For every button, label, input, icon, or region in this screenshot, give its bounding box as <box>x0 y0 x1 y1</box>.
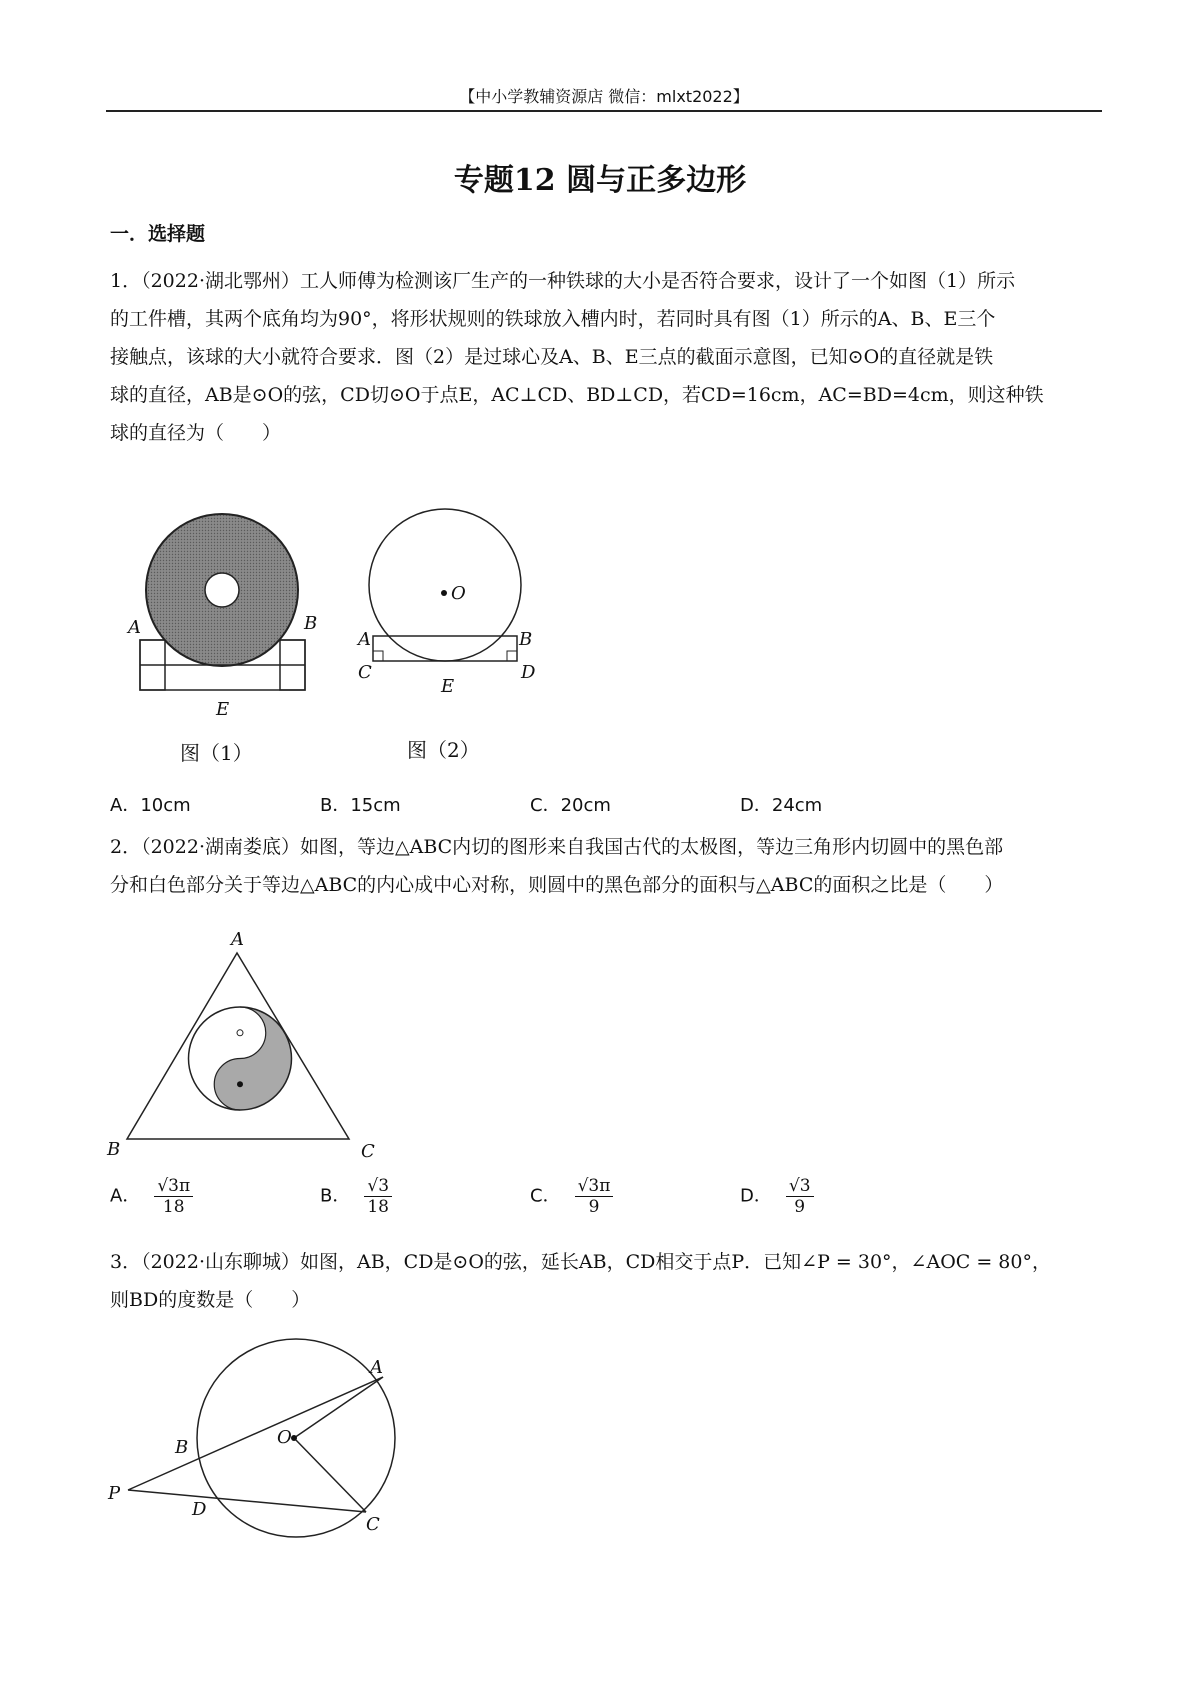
question-1-figure-1 <box>120 505 320 770</box>
question-2-line: 2．（2022·湖南娄底）如图，等边△ABC内切的图形来自我国古代的太极图，等边三角形内切圆中的黑色部 <box>110 836 1004 858</box>
option-d[interactable] <box>740 1176 814 1217</box>
option-label: A． <box>110 795 141 816</box>
header-rule <box>106 110 1102 112</box>
option-fraction <box>154 1176 193 1217</box>
option-c[interactable] <box>530 791 611 817</box>
option-fraction <box>575 1176 614 1217</box>
fraction-denominator: 9 <box>794 1197 806 1217</box>
option-a[interactable] <box>110 791 191 817</box>
page-header: 【中小学教辅资源店 微信：mlxt2022】 <box>459 87 749 106</box>
question-1-line: 1．（2022·湖北鄂州）工人师傅为检测该厂生产的一种铁球的大小是否符合要求，设计了一个如图（1）所示 <box>110 270 1016 292</box>
option-value: 10cm <box>140 795 191 816</box>
figure-2-caption: 图（2） <box>407 738 480 762</box>
option-label: A． <box>110 1185 141 1207</box>
fraction-numerator: √3 <box>786 1176 814 1197</box>
question-3-figure <box>100 1335 400 1575</box>
label-B: B <box>304 613 318 634</box>
ball-hole <box>205 573 239 607</box>
option-label: B． <box>320 1185 351 1207</box>
question-2-line: 分和白色部分关于等边△ABC的内心成中心对称，则圆中的黑色部分的面积与△ABC的面积之比是（ ） <box>110 874 1004 896</box>
taiji-white-eye <box>237 1030 243 1036</box>
label-A: A <box>231 929 244 950</box>
label-D: D <box>192 1499 207 1520</box>
option-label: D． <box>740 795 772 816</box>
option-fraction <box>364 1176 392 1217</box>
label-E: E <box>216 699 230 720</box>
option-value: 24cm <box>771 795 823 816</box>
question-1-line: 球的直径，AB是⊙O的弦，CD切⊙O于点E，AC⊥CD、BD⊥CD，若CD=16cm，AC=BD=4cm，则这种铁 <box>110 384 1044 406</box>
line-pc <box>128 1490 366 1512</box>
option-label: C． <box>530 1185 561 1207</box>
question-2-options <box>110 1176 1100 1232</box>
question-1-figure-2 <box>355 505 560 770</box>
option-label: D． <box>740 1185 772 1207</box>
fraction-numerator: √3π <box>154 1176 193 1197</box>
option-c[interactable] <box>530 1176 613 1217</box>
taiji-black-eye <box>237 1081 243 1087</box>
label-C: C <box>358 662 372 683</box>
section-heading: 一．选择题 <box>110 223 206 245</box>
question-1-line: 接触点，该球的大小就符合要求．图（2）是过球心及A、B、E三点的截面示意图，已知⊙O的直径就是铁 <box>110 346 994 368</box>
taiji-dark-part <box>214 1007 291 1110</box>
option-b[interactable] <box>320 791 401 817</box>
option-label: C． <box>530 795 561 816</box>
option-label: B． <box>320 795 351 816</box>
radius-oc <box>294 1438 366 1512</box>
label-E: E <box>441 676 455 697</box>
label-A: A <box>128 617 141 638</box>
label-C: C <box>366 1514 380 1535</box>
circle-o <box>369 509 521 661</box>
label-B: B <box>175 1437 189 1458</box>
document-title: 专题12 圆与正多边形 <box>453 163 747 198</box>
question-1-line: 球的直径为（ ） <box>110 422 282 444</box>
question-3-text <box>110 1243 1100 1319</box>
label-D: D <box>521 662 536 683</box>
label-A: A <box>370 1357 383 1378</box>
option-b[interactable] <box>320 1176 392 1217</box>
line-pa <box>128 1377 383 1490</box>
center-point-o <box>291 1435 297 1441</box>
question-3-line: 3．（2022·山东聊城）如图，AB，CD是⊙O的弦，延长AB，CD相交于点P．已知∠P = 30°，∠AOC = 80°， <box>110 1251 1051 1273</box>
label-C: C <box>361 1141 375 1162</box>
label-B: B <box>107 1139 121 1160</box>
option-d[interactable] <box>740 791 822 817</box>
question-1-line: 的工件槽，其两个底角均为90°，将形状规则的铁球放入槽内时，若同时具有图（1）所示的A、B、E三个 <box>110 308 996 330</box>
question-1-options <box>110 791 1100 817</box>
right-angle-c <box>373 651 383 661</box>
figure-1-caption: 图（1） <box>180 741 253 765</box>
fraction-denominator: 18 <box>162 1197 185 1217</box>
question-1-text <box>110 262 1100 452</box>
question-2-figure <box>105 925 390 1165</box>
question-3-line: 则BD的度数是（ ） <box>110 1289 311 1311</box>
fraction-denominator: 18 <box>367 1197 389 1217</box>
right-angle-d <box>507 651 517 661</box>
label-A: A <box>358 629 371 650</box>
center-point-o <box>441 590 447 596</box>
option-a[interactable] <box>110 1176 193 1217</box>
fraction-numerator: √3π <box>575 1176 614 1197</box>
label-O: O <box>451 583 466 604</box>
fraction-denominator: 9 <box>588 1197 600 1217</box>
radius-oa <box>294 1377 383 1438</box>
option-fraction <box>786 1176 814 1217</box>
label-P: P <box>108 1483 121 1504</box>
label-O: O <box>277 1427 292 1448</box>
triangle-abc <box>127 953 349 1139</box>
question-2-text <box>110 828 1100 904</box>
fraction-numerator: √3 <box>364 1176 392 1197</box>
option-value: 15cm <box>350 795 401 816</box>
label-B: B <box>519 629 533 650</box>
rectangle-abdc <box>373 636 517 661</box>
option-value: 20cm <box>560 795 611 816</box>
